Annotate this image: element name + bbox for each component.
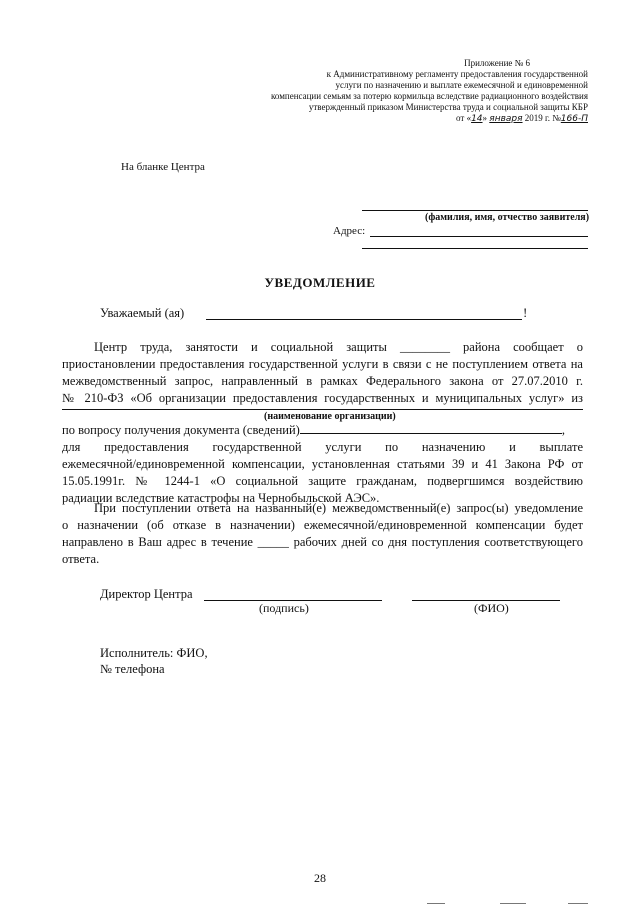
paragraph-document-request bbox=[62, 422, 583, 507]
p1-line-3: межведомственный запрос, направленный в рамках Федерального закона от 27.07.2010 г. bbox=[62, 374, 583, 388]
address-line-2 bbox=[362, 248, 588, 249]
executor-phone: № телефона bbox=[100, 662, 165, 676]
header-date-line bbox=[208, 113, 588, 125]
date-year: 2019 г. № bbox=[524, 113, 561, 123]
p2-line-4: 15.05.1991г. № 1244-1 «О социальной защите гражданам, подвергшимся воздействию bbox=[62, 474, 583, 488]
date-mid: » bbox=[482, 113, 488, 123]
organization-line bbox=[62, 409, 583, 410]
header-line-4: компенсации семьям за потерю кормильца вследствие радиационного воздействия bbox=[270, 91, 588, 101]
document-title: УВЕДОМЛЕНИЕ bbox=[264, 275, 376, 290]
date-prefix: от « bbox=[456, 113, 472, 123]
scan-mark bbox=[568, 903, 588, 904]
letterhead-note: На бланке Центра bbox=[121, 161, 205, 173]
p1-line-4: № 210-ФЗ «Об организации предоставления государственных и муниципальных услуг» из bbox=[62, 391, 583, 405]
p2-line-1: по вопросу получения документа (сведений) , bbox=[62, 423, 565, 437]
p2-line-5: радиации вследствие катастрофы на Чернобыльской АЭС». bbox=[62, 491, 380, 505]
address-line-1 bbox=[370, 236, 588, 237]
date-number: 166-П bbox=[560, 114, 588, 124]
appendix-number: Приложение № 6 bbox=[464, 58, 530, 68]
header-line-3: услуги по назначению и выплате ежемесячной и единовременной bbox=[335, 80, 588, 90]
applicant-caption: (фамилия, имя, отчество заявителя) bbox=[425, 212, 590, 223]
document-name-line bbox=[300, 423, 562, 434]
p3-line-3: направлено в Ваш адрес в течение _____ рабочих дней со дня поступления соответствующего bbox=[62, 535, 583, 549]
header-line-5: утвержденный приказом Министерства труда и социальной защиты КБР bbox=[308, 102, 588, 112]
header-line-2: к Административному регламенту предоставления государственной bbox=[326, 69, 588, 79]
director-label: Директор Центра bbox=[100, 587, 193, 601]
date-day: 14 bbox=[471, 114, 483, 124]
fio-caption: (ФИО) bbox=[474, 601, 509, 615]
p3-line-2: о назначении (об отказе в назначении) ежемесячной/единовременной компенсации будет bbox=[62, 518, 583, 532]
p2-line-2: для предоставления государственной услуги по назначению и выплате bbox=[62, 440, 583, 454]
appendix-header bbox=[208, 58, 588, 125]
organization-caption: (наименование организации) bbox=[264, 411, 396, 422]
p3-line-1: При поступлении ответа на названный(е) межведомственный(е) запрос(ы) уведомление bbox=[94, 501, 583, 515]
applicant-name-line bbox=[362, 210, 588, 211]
p1-line-2: приостановлении предоставления государственной услуги в связи с не поступлением ответа на bbox=[62, 357, 583, 371]
scan-mark bbox=[427, 903, 445, 904]
paragraph-suspension bbox=[62, 339, 583, 407]
p2-line-3: ежемесячной/единовременной компенсации, установленная статьями 39 и 41 Закона РФ от bbox=[62, 457, 583, 471]
greeting-label: Уважаемый (ая) bbox=[100, 306, 185, 320]
executor-name: Исполнитель: ФИО, bbox=[100, 646, 208, 660]
greeting-exclamation: ! bbox=[523, 305, 528, 320]
page-number: 28 bbox=[314, 871, 326, 885]
p1-line-1: Центр труда, занятости и социальной защиты ________ района сообщает о bbox=[94, 340, 583, 354]
date-month: января bbox=[489, 114, 523, 124]
signature-caption: (подпись) bbox=[259, 601, 309, 615]
paragraph-response-notice bbox=[62, 500, 583, 568]
address-label: Адрес: bbox=[333, 225, 366, 237]
scan-mark bbox=[500, 903, 526, 904]
greeting-name-line bbox=[206, 319, 522, 320]
p3-line-4: ответа. bbox=[62, 552, 100, 566]
